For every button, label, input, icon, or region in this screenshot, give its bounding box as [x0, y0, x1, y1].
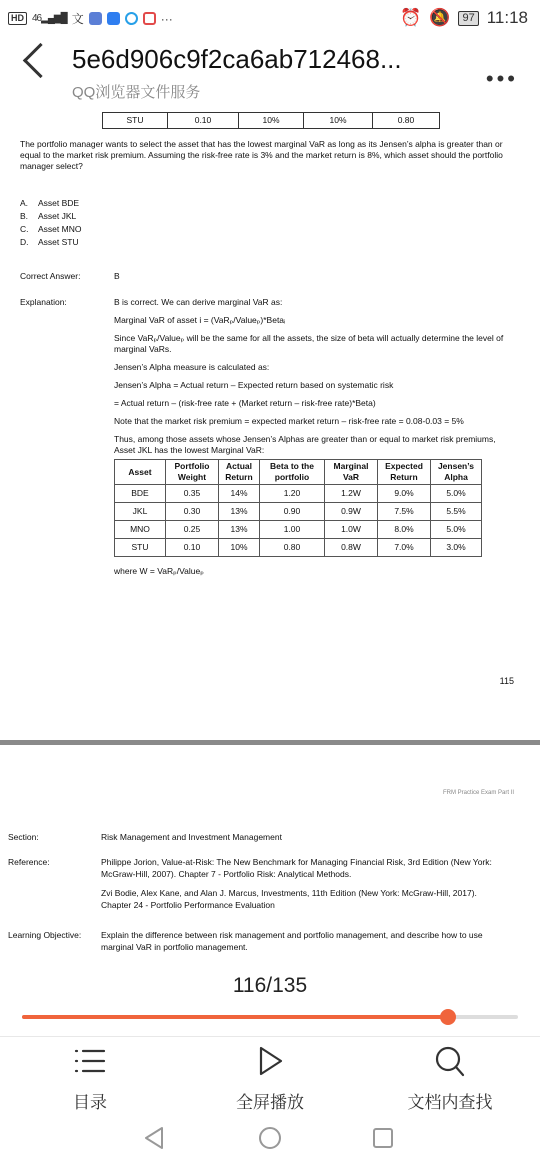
- list-icon: [73, 1045, 107, 1077]
- reference-2: Zvi Bodie, Alex Kane, and Alan J. Marcus, Investments, 11th Edition (New York: McGraw-Hill, 2017). Chapter 24 - Portfolio Performance Evaluation: [101, 888, 477, 910]
- explanation-line: Marginal VaR of asset i = (VaRₚ/Valueₚ)*Betaᵢ: [114, 315, 286, 325]
- table-cell: MNO: [115, 521, 166, 539]
- system-navigation-bar: [0, 1114, 540, 1170]
- document-title: 5e6d906c9f2ca6ab712468...: [72, 44, 402, 74]
- option-a: A. Asset BDE: [20, 198, 80, 208]
- home-nav-icon[interactable]: [260, 1128, 280, 1148]
- table-row: [103, 113, 440, 129]
- explanation-line: Thus, among those assets whose Jensen’s Alphas are greater than or equal to market risk premiums, Asset JKL has the lowest Marginal VaR:: [114, 434, 496, 455]
- where-note: where W = VaRₚ/Valueₚ: [114, 566, 204, 576]
- back-nav-icon[interactable]: [146, 1128, 162, 1148]
- more-notifications-icon: ···: [160, 11, 173, 26]
- table-cell: 0.80: [373, 113, 440, 129]
- page-progress-slider[interactable]: [22, 1015, 518, 1019]
- table-header: Beta to the portfolio: [260, 460, 325, 485]
- reference-label: Reference:: [8, 857, 50, 867]
- progress-thumb[interactable]: [440, 1009, 456, 1025]
- option-b: B. Asset JKL: [20, 211, 77, 221]
- back-icon[interactable]: [23, 43, 58, 78]
- table-cell: 10%: [239, 113, 304, 129]
- explanation-line: Jensen’s Alpha measure is calculated as:: [114, 362, 270, 372]
- status-bar: [0, 0, 540, 36]
- cloud-app-icon: [125, 12, 138, 25]
- table-cell: 10%: [219, 539, 260, 557]
- find-in-document-label: 文档内查找: [407, 1093, 493, 1112]
- reference-1: Philippe Jorion, Value-at-Risk: The New Benchmark for Managing Financial Risk, 3rd Edition (New York: McGraw-Hill, 2007). Chapter 7 - Portfolio Risk: Analytical Methods.: [101, 857, 492, 879]
- qq-browser-app-icon: [107, 12, 120, 25]
- table-cell: 5.0%: [431, 521, 482, 539]
- asset-comparison-table: [114, 459, 482, 557]
- table-header: Jensen’s Alpha: [431, 460, 482, 485]
- play-icon: [253, 1045, 287, 1077]
- section-label: Section:: [8, 832, 39, 842]
- correct-answer-value: B: [114, 271, 120, 281]
- table-cell: 5.5%: [431, 503, 482, 521]
- table-row: [115, 521, 482, 539]
- table-cell: 0.8W: [325, 539, 378, 557]
- answer-options: [20, 198, 81, 250]
- table-header: Portfolio Weight: [166, 460, 219, 485]
- explanation-line: Note that the market risk premium = expected market return – risk-free rate = 0.08-0.03 = 5%: [114, 416, 464, 426]
- table-header-row: [115, 460, 482, 485]
- table-row: [115, 503, 482, 521]
- table-cell: 3.0%: [431, 539, 482, 557]
- battery-icon: 97: [458, 11, 478, 26]
- table-header: Asset: [115, 460, 166, 485]
- browser-app-icon: [89, 12, 102, 25]
- table-header: Actual Return: [219, 460, 260, 485]
- table-cell: JKL: [115, 503, 166, 521]
- correct-answer-label: Correct Answer:: [20, 271, 81, 281]
- partial-table: [102, 112, 440, 129]
- page-indicator: 116/135: [232, 974, 308, 997]
- fullscreen-play-button[interactable]: [200, 1045, 340, 1113]
- page-number: 115: [499, 676, 514, 686]
- learning-objective-value: Explain the difference between risk management and portfolio management, and describe how to use marginal VaR in portfolio management.: [101, 930, 483, 952]
- recents-nav-icon[interactable]: [374, 1129, 392, 1147]
- table-cell: 0.35: [166, 485, 219, 503]
- table-header: Marginal VaR: [325, 460, 378, 485]
- table-cell: 1.20: [260, 485, 325, 503]
- table-cell: 10%: [304, 113, 373, 129]
- explanation-body: [114, 297, 514, 584]
- table-cell: 5.0%: [431, 485, 482, 503]
- explanation-line: Since VaRₚ/Valueₚ will be the same for all the assets, the size of beta will actually determine the level of marginal VaRs.: [114, 333, 504, 354]
- table-row: [115, 485, 482, 503]
- progress-fill: [22, 1015, 448, 1019]
- table-row: [115, 539, 482, 557]
- table-cell: 13%: [219, 503, 260, 521]
- toc-label: 目录: [73, 1093, 107, 1112]
- table-cell: 7.0%: [378, 539, 431, 557]
- more-options-icon[interactable]: •••: [485, 66, 518, 91]
- table-cell: 7.5%: [378, 503, 431, 521]
- table-cell: BDE: [115, 485, 166, 503]
- document-page-115: [0, 108, 540, 740]
- table-cell: 13%: [219, 521, 260, 539]
- table-cell: 0.25: [166, 521, 219, 539]
- clock: 11:18: [486, 8, 528, 27]
- translate-app-icon: 文: [71, 12, 84, 26]
- mute-icon: 🔕: [429, 8, 451, 27]
- alarm-icon: ⏰: [400, 8, 422, 27]
- explanation-line: Jensen’s Alpha = Actual return – Expected return based on systematic risk: [114, 380, 394, 390]
- table-header: Expected Return: [378, 460, 431, 485]
- table-cell: 1.2W: [325, 485, 378, 503]
- explanation-line: B is correct. We can derive marginal VaR as:: [114, 297, 283, 307]
- table-cell: 0.10: [166, 539, 219, 557]
- mail-app-icon: [143, 12, 156, 25]
- bottom-toolbar: [0, 1036, 540, 1115]
- section-value: Risk Management and Investment Management: [101, 832, 282, 842]
- table-cell: 0.10: [168, 113, 239, 129]
- table-cell: 1.00: [260, 521, 325, 539]
- option-c: C. Asset MNO: [20, 224, 82, 234]
- explanation-label: Explanation:: [20, 297, 67, 307]
- signal-icon: 46▂▄▆█: [32, 13, 67, 24]
- table-cell: 0.80: [260, 539, 325, 557]
- title-bar: [0, 36, 540, 108]
- document-source: QQ浏览器文件服务: [72, 84, 201, 101]
- table-cell: 14%: [219, 485, 260, 503]
- learning-objective-label: Learning Objective:: [8, 930, 82, 940]
- toc-button[interactable]: [20, 1045, 160, 1113]
- hd-badge: HD: [8, 12, 27, 25]
- question-text: The portfolio manager wants to select the asset that has the lowest marginal VaR as long as its Jensen’s alpha is greater than or equal to the market risk premium. Assuming the risk-free rate is 3% and the market return is 8%, which asset should the portfolio manager select?: [20, 139, 503, 171]
- table-cell: 1.0W: [325, 521, 378, 539]
- find-in-document-button[interactable]: [380, 1045, 520, 1113]
- fullscreen-play-label: 全屏播放: [236, 1093, 304, 1112]
- explanation-line: = Actual return – (risk-free rate + (Market return – risk-free rate)*Beta): [114, 398, 376, 408]
- table-cell: 0.9W: [325, 503, 378, 521]
- table-cell: STU: [115, 539, 166, 557]
- table-cell: 9.0%: [378, 485, 431, 503]
- table-cell: STU: [103, 113, 168, 129]
- table-cell: 8.0%: [378, 521, 431, 539]
- page-header-note: FRM Practice Exam Part II: [442, 790, 514, 796]
- option-d: D. Asset STU: [20, 237, 79, 247]
- table-cell: 0.30: [166, 503, 219, 521]
- table-cell: 0.90: [260, 503, 325, 521]
- search-icon: [433, 1045, 467, 1077]
